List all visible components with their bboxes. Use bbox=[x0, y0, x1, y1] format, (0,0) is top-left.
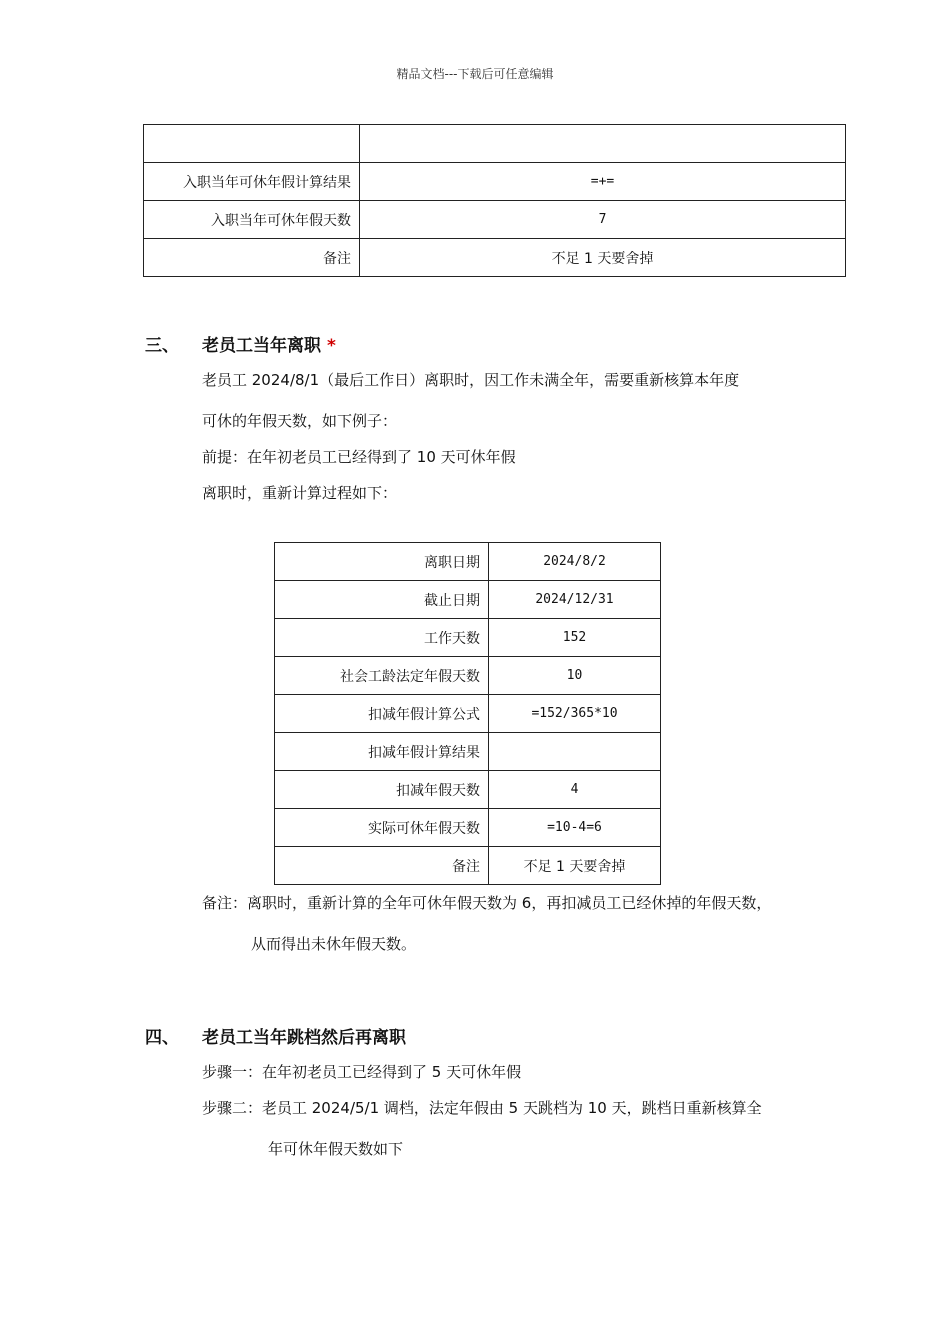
table-row bbox=[275, 543, 661, 581]
table-label: 离职日期 bbox=[275, 543, 489, 581]
table-label: 实际可休年假天数 bbox=[275, 809, 489, 847]
step-line: 步骤二：老员工 2024/5/1 调档，法定年假由 5 天跳档为 10 天，跳档日重新核算全 bbox=[202, 1099, 762, 1117]
table-label: 工作天数 bbox=[275, 619, 489, 657]
section-3-paragraph: 老员工 2024/8/1（最后工作日）离职时，因工作未满全年，需要重新核算本年度 bbox=[202, 371, 740, 389]
table-value: 10 bbox=[489, 657, 661, 695]
table-row bbox=[275, 657, 661, 695]
table-value: 152 bbox=[489, 619, 661, 657]
section-3-paragraph: 离职时，重新计算过程如下： bbox=[202, 484, 398, 502]
section-3-paragraph: 可休的年假天数，如下例子： bbox=[202, 412, 398, 430]
table-row bbox=[144, 163, 846, 201]
table-value: 2024/8/2 bbox=[489, 543, 661, 581]
table-value: =152/365*10 bbox=[489, 695, 661, 733]
note-line: 从而得出未休年假天数。 bbox=[251, 935, 417, 953]
table-label: 扣减年假计算结果 bbox=[275, 733, 489, 771]
step-line: 步骤一：在年初老员工已经得到了 5 天可休年假 bbox=[202, 1063, 522, 1081]
table-label: 入职当年可休年假计算结果 bbox=[144, 163, 360, 201]
table-label: 扣减年假天数 bbox=[275, 771, 489, 809]
section-4-number: 四、 bbox=[145, 1028, 179, 1048]
table-label: 备注 bbox=[275, 847, 489, 885]
table-label: 截止日期 bbox=[275, 581, 489, 619]
table-value: =10-4=6 bbox=[489, 809, 661, 847]
section-3-paragraph: 前提：在年初老员工已经得到了 10 天可休年假 bbox=[202, 448, 516, 466]
table-label bbox=[144, 125, 360, 163]
table-row bbox=[144, 201, 846, 239]
table-value: 不足 1 天要舍掉 bbox=[489, 847, 661, 885]
table-row bbox=[144, 125, 846, 163]
table-row bbox=[275, 771, 661, 809]
note-line: 备注：离职时，重新计算的全年可休年假天数为 6，再扣减员工已经休掉的年假天数， bbox=[202, 894, 772, 912]
section-3-number: 三、 bbox=[145, 336, 179, 356]
table-label: 社会工龄法定年假天数 bbox=[275, 657, 489, 695]
table-label: 备注 bbox=[144, 239, 360, 277]
table-row bbox=[275, 695, 661, 733]
table-row bbox=[275, 733, 661, 771]
table-value: 不足 1 天要舍掉 bbox=[360, 239, 846, 277]
section-3-title: 老员工当年离职 bbox=[202, 336, 321, 356]
table-row bbox=[275, 847, 661, 885]
table-row bbox=[275, 581, 661, 619]
table-value: 4 bbox=[489, 771, 661, 809]
section-3-title-wrap bbox=[202, 331, 336, 356]
step-line: 年可休年假天数如下 bbox=[268, 1140, 404, 1158]
table-first-year-leave bbox=[143, 124, 846, 277]
table-row bbox=[275, 809, 661, 847]
section-4-title: 老员工当年跳档然后再离职 bbox=[202, 1028, 406, 1048]
required-star-icon: * bbox=[327, 336, 336, 356]
table-value bbox=[360, 125, 846, 163]
table-row bbox=[144, 239, 846, 277]
table-value: 2024/12/31 bbox=[489, 581, 661, 619]
table-resignation-calc bbox=[274, 542, 661, 885]
table-label: 扣减年假计算公式 bbox=[275, 695, 489, 733]
table-row bbox=[275, 619, 661, 657]
table-label: 入职当年可休年假天数 bbox=[144, 201, 360, 239]
table-value: 7 bbox=[360, 201, 846, 239]
table-value bbox=[489, 733, 661, 771]
page-header-note: 精品文档---下载后可任意编辑 bbox=[396, 67, 554, 81]
table-value: =+= bbox=[360, 163, 846, 201]
